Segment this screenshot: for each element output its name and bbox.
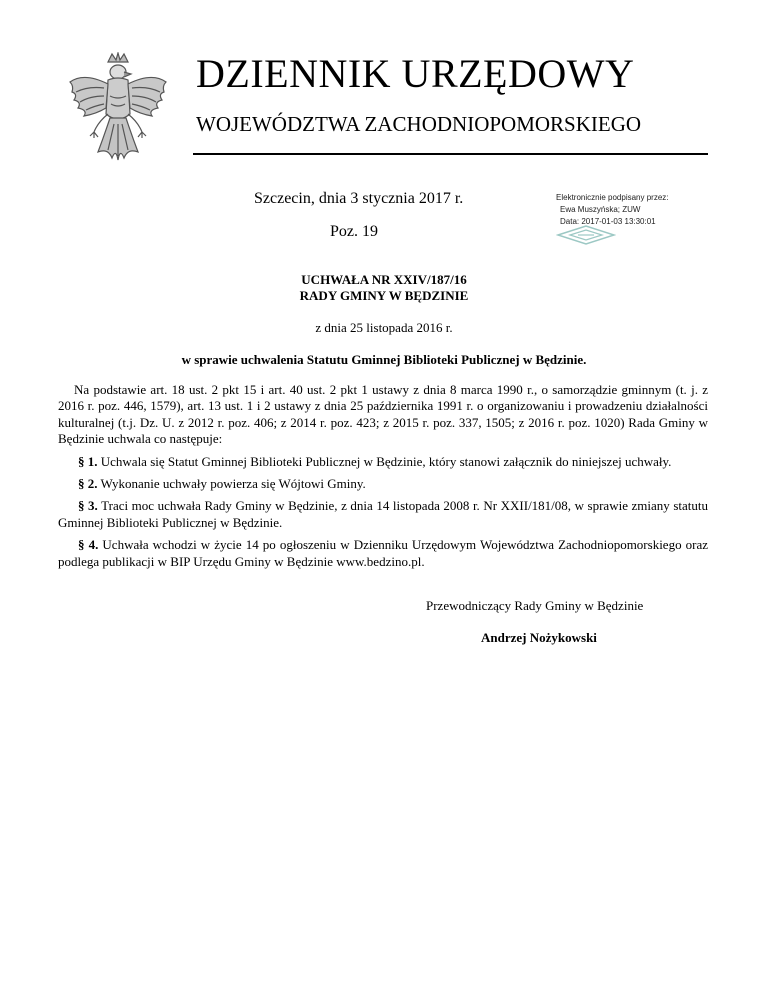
section-text: Wykonanie uchwały powierza się Wójtowi Gminy.: [100, 476, 366, 492]
issue-date: Szczecin, dnia 3 stycznia 2017 r.: [254, 190, 464, 207]
section-label: § 4.: [78, 537, 99, 553]
resolution-subject: w sprawie uchwalenia Statutu Gminnej Biblioteki Publicznej w Będzinie.: [181, 352, 587, 367]
journal-title: DZIENNIK URZĘDOWY: [196, 51, 635, 96]
section-label: § 3.: [78, 498, 98, 514]
section-paragraph: [58, 454, 708, 470]
section-paragraph: [58, 476, 708, 492]
position-number: Poz. 19: [330, 223, 378, 240]
journal-subtitle: WOJEWÓDZTWA ZACHODNIOPOMORSKIEGO: [196, 112, 642, 136]
section-label: § 1.: [78, 453, 98, 469]
section-text: Uchwała wchodzi w życie 14 po ogłoszeniu w Dzienniku Urzędowym Województwa Zachodniopomorskiego oraz podlega publikacji w BIP Urzędu Gminy w Będzinie www.bedzino.pl.: [58, 537, 709, 569]
section-text: Uchwala się Statut Gminnej Biblioteki Publicznej w Będzinie, który stanowi załącznik do niniejszej uchwały.: [100, 453, 672, 469]
section-paragraph: [58, 498, 708, 531]
header-divider: [193, 153, 708, 155]
section-label: § 2.: [78, 476, 98, 492]
signer-name: Andrzej Nożykowski: [481, 630, 597, 645]
signature-label: Elektronicznie podpisany przez:: [556, 193, 669, 202]
eagle-emblem-icon: [64, 52, 172, 170]
section-text: Traci moc uchwała Rady Gminy w Będzinie, z dnia 14 listopada 2008 r. Nr XXII/181/08, w sprawie zmiany statutu Gminnej Biblioteki Publicznej w Będzinie.: [58, 498, 709, 530]
signature-date: Data: 2017-01-03 13:30:01: [560, 217, 656, 226]
section-paragraph: [58, 537, 708, 570]
signer-role: Przewodniczący Rady Gminy w Będzinie: [426, 598, 644, 613]
signature-stamp-icon: [556, 224, 616, 246]
electronic-signature: [556, 192, 736, 228]
preamble-paragraph: Na podstawie art. 18 ust. 2 pkt 15 i art. 40 ust. 2 pkt 1 ustawy z dnia 8 marca 1990 r., o samorządzie gminnym (t. j. z 2016 r. poz. 446, 1579), art. 13 ust. 1 i 2 ustawy z dnia 25 października 1991 r. o organizowaniu i prowadzeniu działalności kulturalnej (t.j. Dz. U. z 2012 r. poz. 406; z 2014 r. poz. 423; z 2015 r. poz. 337, 1505; z 2016 r. poz. 1020) Rada Gminy w Będzinie uchwala co następuje:: [58, 382, 708, 447]
resolution-number: UCHWAŁA NR XXIV/187/16: [301, 272, 467, 287]
signature-signer: Ewa Muszyńska; ZUW: [560, 205, 641, 214]
resolution-council: RADY GMINY W BĘDZINIE: [299, 288, 469, 303]
resolution-body: [58, 382, 708, 576]
resolution-date: z dnia 25 listopada 2016 r.: [315, 320, 453, 335]
